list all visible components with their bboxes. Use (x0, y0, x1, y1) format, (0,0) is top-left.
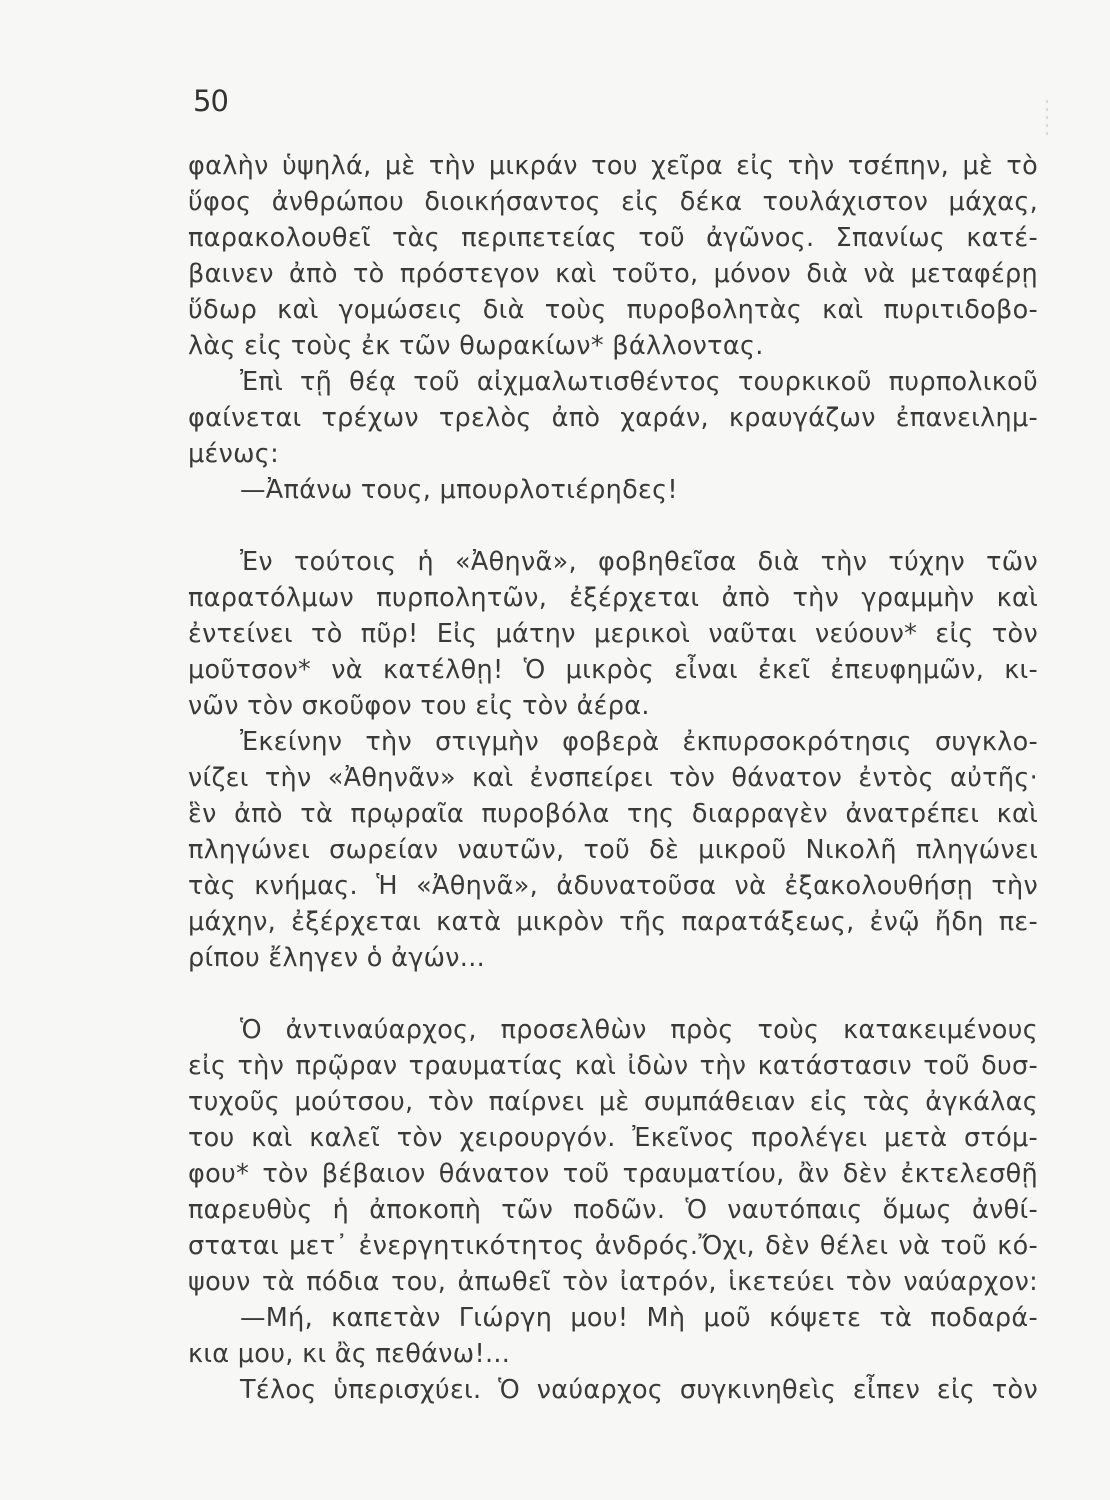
text-line: νίζει τὴν «Ἀθηνᾶν» καὶ ἐνσπείρει τὸν θάνατον ἐντὸς αὐτῆς· (188, 763, 1038, 793)
paragraph-gap (188, 508, 1038, 544)
text-line: ρίπου ἔληγεν ὁ ἀγών... (188, 943, 486, 973)
text-line: ἓν ἀπὸ τὰ πρῳραῖα πυροβόλα της διαρραγὲν ἀνατρέπει καὶ (188, 799, 1038, 829)
text-line: νῶν τὸν σκοῦφον του εἰς τὸν ἀέρα. (188, 691, 650, 721)
text-line: ἐντείνει τὸ πῦρ! Εἰς μάτην μερικοὶ ναῦται νεύουν* εἰς τὸν (188, 619, 1038, 649)
text-line: τὰς κνήμας. Ἡ «Ἀθηνᾶ», ἀδυνατοῦσα νὰ ἐξακολουθήσῃ τὴν (188, 871, 1038, 901)
text-line: μάχην, ἐξέρχεται κατὰ μικρὸν τῆς παρατάξεως, ἐνῷ ἤδη πε- (188, 907, 1038, 937)
text-line: σταται μετ᾽ ἐνεργητικότητος ἀνδρός.Ὄχι, δὲν θέλει νὰ τοῦ κό- (188, 1231, 1038, 1261)
text-line: Ἐκείνην τὴν στιγμὴν φοβερὰ ἐκπυρσοκρότησις συγκλο- (240, 727, 1038, 757)
text-line: κια μου, κι ἂς πεθάνω!... (188, 1339, 511, 1369)
text-line: φαίνεται τρέχων τρελὸς ἀπὸ χαράν, κραυγάζων ἐπανειλημ- (188, 403, 1038, 433)
text-line: παρευθὺς ἡ ἀποκοπὴ τῶν ποδῶν. Ὁ ναυτόπαις ὅμως ἀνθί- (188, 1195, 1038, 1225)
dialogue-line: —Μή, καπετὰν Γιώργη μου! Μὴ μοῦ κόψετε τὰ ποδαρά- (240, 1303, 1038, 1333)
text-line: Ἐπὶ τῇ θέᾳ τοῦ αἰχμαλωτισθέντος τουρκικοῦ πυρπολικοῦ (240, 367, 1038, 397)
text-line: εἰς τὴν πρῷραν τραυματίας καὶ ἰδὼν τὴν κατάστασιν τοῦ δυσ- (188, 1051, 1038, 1081)
page-number: 50 (193, 84, 228, 118)
text-line: παρατόλμων πυρπολητῶν, ἐξέρχεται ἀπὸ τὴν γραμμὴν καὶ (188, 583, 1038, 613)
text-line: Ἐν τούτοις ἡ «Ἀθηνᾶ», φοβηθεῖσα διὰ τὴν τύχην τῶν (240, 547, 1038, 577)
text-line: λὰς εἰς τοὺς ἐκ τῶν θωρακίων* βάλλοντας. (188, 331, 764, 361)
edge-mark (1046, 100, 1048, 136)
text-line: Ὁ ἀντιναύαρχος, προσελθὼν πρὸς τοὺς κατακειμένους (240, 1015, 1038, 1045)
text-line: ὕδωρ καὶ γομώσεις διὰ τοὺς πυροβολητὰς καὶ πυριτιδοβο- (188, 295, 1038, 325)
paragraph-gap (188, 976, 1038, 1012)
text-line: τυχοῦς μούτσου, τὸν παίρνει μὲ συμπάθειαν εἰς τὰς ἀγκάλας (188, 1087, 1038, 1117)
text-line: ψουν τὰ πόδια του, ἀπωθεῖ τὸν ἰατρόν, ἱκετεύει τὸν ναύαρχον: (188, 1267, 1038, 1297)
text-line: Τέλος ὑπερισχύει. Ὁ ναύαρχος συγκινηθεὶς εἶπεν εἰς τὸν (240, 1375, 1038, 1405)
text-line: του καὶ καλεῖ τὸν χειρουργόν. Ἐκεῖνος προλέγει μετὰ στόμ- (188, 1123, 1038, 1153)
text-line: μοῦτσον* νὰ κατέλθῃ! Ὁ μικρὸς εἶναι ἐκεῖ ἐπευφημῶν, κι- (188, 655, 1038, 685)
text-line: φου* τὸν βέβαιον θάνατον τοῦ τραυματίου, ἂν δὲν ἐκτελεσθῇ (188, 1159, 1038, 1189)
text-line: ὕφος ἀνθρώπου διοικήσαντος εἰς δέκα τουλάχιστον μάχας, (188, 187, 1038, 217)
text-line: παρακολουθεῖ τὰς περιπετείας τοῦ ἀγῶνος. Σπανίως κατέ- (188, 223, 1038, 253)
text-line: βαινεν ἀπὸ τὸ πρόστεγον καὶ τοῦτο, μόνον διὰ νὰ μεταφέρῃ (188, 259, 1038, 289)
body-text (188, 148, 1038, 1408)
text-line: φαλὴν ὑψηλά, μὲ τὴν μικράν του χεῖρα εἰς τὴν τσέπην, μὲ τὸ (188, 151, 1038, 181)
text-line: μένως: (188, 439, 279, 469)
text-line: πληγώνει σωρείαν ναυτῶν, τοῦ δὲ μικροῦ Νικολῆ πληγώνει (188, 835, 1038, 865)
dialogue-line: —Ἀπάνω τους, μπουρλοτιέρηδες! (240, 475, 678, 505)
